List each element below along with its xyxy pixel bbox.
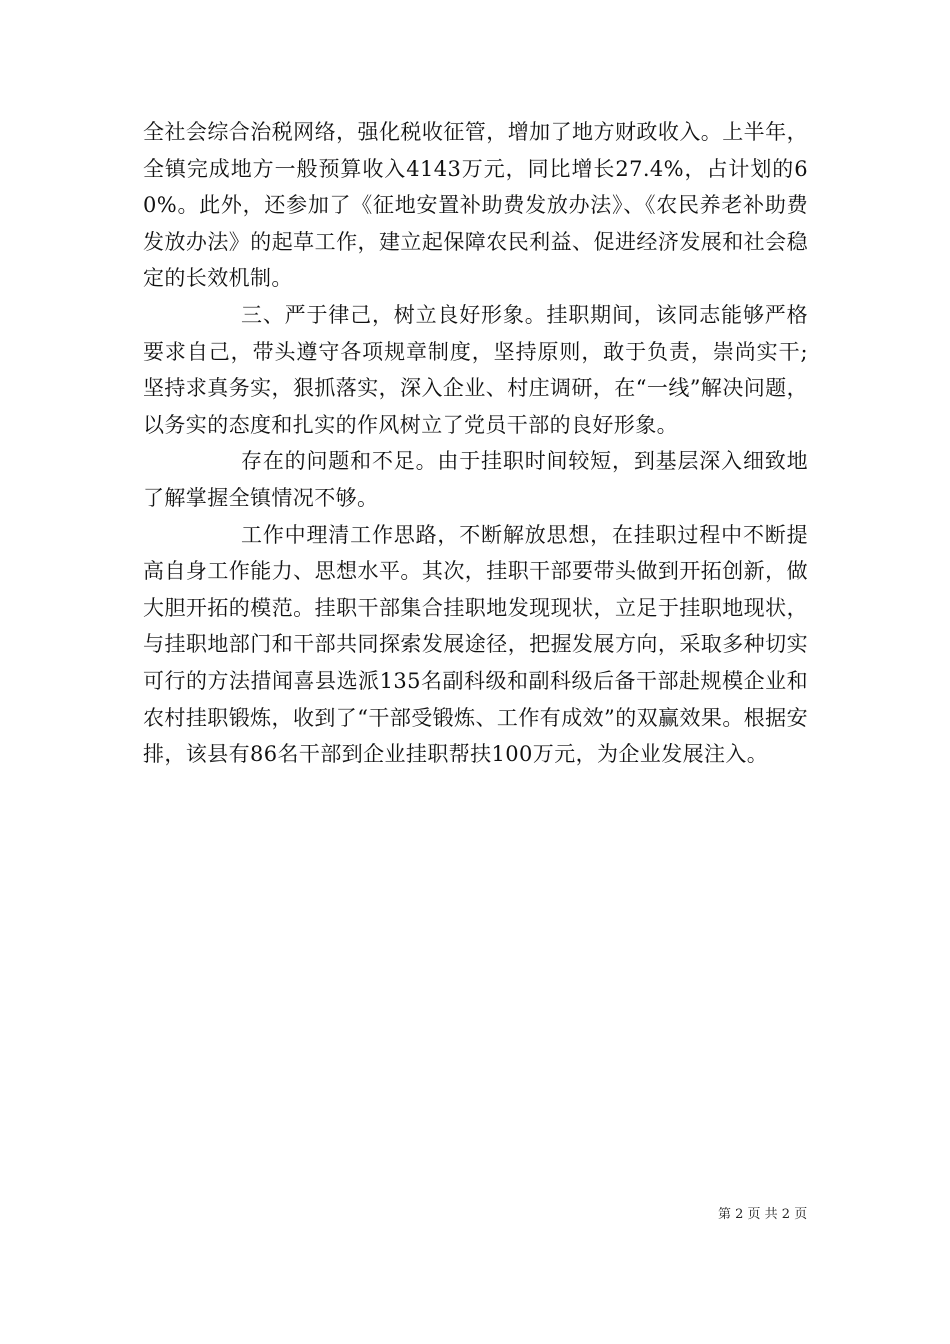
document-body [143, 114, 808, 773]
paragraph-tax-revenue: 全社会综合治税网络，强化税收征管，增加了地方财政收入。上半年，全镇完成地方一般预算收入4143万元，同比增长27.4%，占计划的60%。此外，还参加了《征地安置补助费发放办法》、《农民养老补助费发放办法》的起草工作，建立起保障农民利益、促进经济发展和社会稳定的长效机制。 [143, 120, 808, 291]
paragraph-work-plan: 工作中理清工作思路，不断解放思想，在挂职过程中不断提高自身工作能力、思想水平。其次，挂职干部要带头做到开拓创新，做大胆开拓的模范。挂职干部集合挂职地发现现状，立足于挂职地现状，与挂职地部门和干部共同探索发展途径，把握发展方向，采取多种切实可行的方法措闻喜县选派135名副科级和副科级后备干部赴规模企业和农村挂职锻炼，收到了“干部受锻炼、工作有成效”的双赢效果。根据安排，该县有86名干部到企业挂职帮扶100万元，为企业发展注入。 [143, 522, 808, 767]
page-number-footer: 第 2 页 共 2 页 [718, 1207, 808, 1222]
paragraph-shortcomings: 存在的问题和不足。由于挂职时间较短，到基层深入细致地了解掌握全镇情况不够。 [143, 449, 808, 510]
paragraph-self-discipline: 三、严于律己，树立良好形象。挂职期间，该同志能够严格要求自己，带头遵守各项规章制度，坚持原则，敢于负责，崇尚实干;坚持求真务实，狠抓落实，深入企业、村庄调研，在“一线”解决问题，以务实的态度和扎实的作风树立了党员干部的良好形象。 [143, 302, 808, 437]
